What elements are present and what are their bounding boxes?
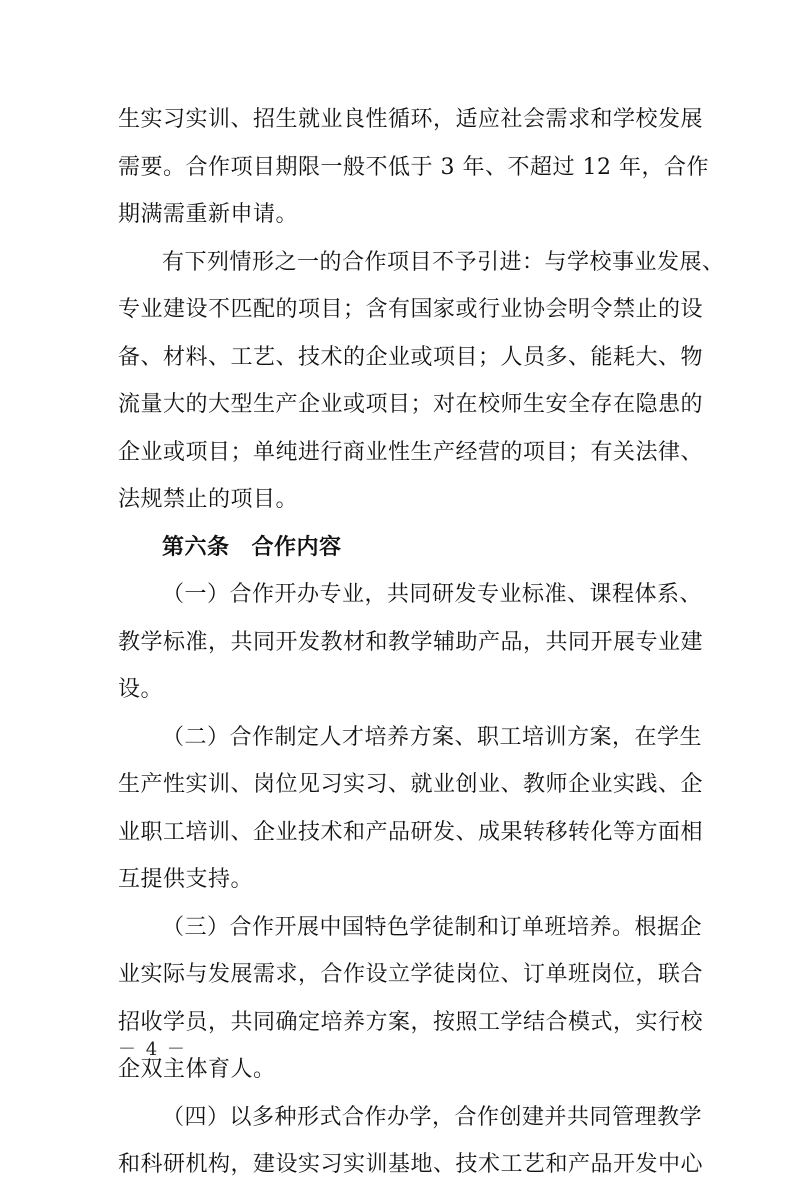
text-line: （一）合作开办专业，共同研发专业标准、课程体系、 <box>162 582 703 607</box>
text-line: 业实际与发展需求，合作设立学徒岗位、订单班岗位，联合 <box>118 962 704 987</box>
text-line: （二）合作制定人才培养方案、职工培训方案，在学生 <box>162 724 703 750</box>
item-3-paragraph <box>118 904 704 1094</box>
item-1-paragraph <box>118 571 704 714</box>
article-number: 第六条 <box>162 533 230 560</box>
article-title: 合作内容 <box>251 533 342 560</box>
text-line: 法规禁止的项目。 <box>118 487 299 512</box>
text-line: 生产性实训、岗位见习实习、就业创业、教师企业实践、企 <box>118 772 704 797</box>
text-line: 生实习实训、招生就业良性循环，适应社会需求和学校发展 <box>118 107 704 132</box>
text-line: 企双主体育人。 <box>118 1057 276 1082</box>
text-line: 需要。合作项目期限一般不低于 3 年、不超过 12 年，合作 <box>118 154 709 180</box>
text-line: 业职工培训、企业技术和产品研发、成果转移转化等方面相 <box>118 819 704 845</box>
document-body <box>118 96 725 1189</box>
text-line: 设。 <box>118 677 164 702</box>
item-4-paragraph <box>118 1094 704 1189</box>
page-number: － 4 － <box>118 1039 187 1060</box>
text-line: 企业或项目；单纯进行商业性生产经营的项目；有关法律、 <box>118 439 704 465</box>
text-line: 流量大的大型生产企业或项目；对在校师生安全存在隐患的 <box>118 392 704 417</box>
text-line: 和科研机构，建设实习实训基地、技术工艺和产品开发中心 <box>118 1152 704 1177</box>
text-line: （四）以多种形式合作办学，合作创建并共同管理教学 <box>162 1104 703 1130</box>
intro-paragraph <box>118 96 709 239</box>
article-heading <box>118 524 678 572</box>
text-line: 有下列情形之一的合作项目不予引进：与学校事业发展、 <box>162 249 725 275</box>
text-line: 专业建设不匹配的项目；含有国家或行业协会明令禁止的设 <box>118 297 704 322</box>
text-line: 期满需重新申请。 <box>118 202 299 227</box>
text-line: 互提供支持。 <box>118 867 254 892</box>
text-line: （三）合作开展中国特色学徒制和订单班培养。根据企 <box>162 914 703 940</box>
exclusion-paragraph <box>118 239 725 524</box>
text-line: 备、材料、工艺、技术的企业或项目；人员多、能耗大、物 <box>118 344 704 370</box>
text-line: 招收学员，共同确定培养方案，按照工学结合模式，实行校 <box>118 1009 704 1035</box>
text-line: 教学标准，共同开发教材和教学辅助产品，共同开展专业建 <box>118 629 704 655</box>
item-2-paragraph <box>118 714 704 904</box>
